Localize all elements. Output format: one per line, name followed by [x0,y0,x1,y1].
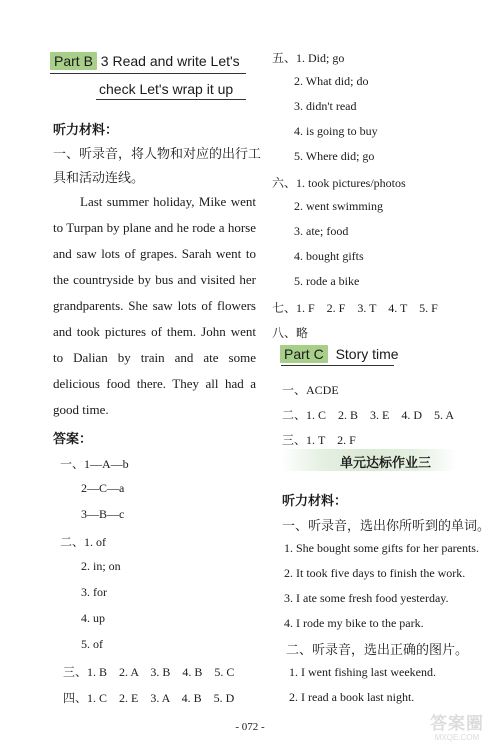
answer-line: 3. didn't read [294,99,357,113]
answer-line: 2. went swimming [294,199,383,213]
q1-instruction-line2: 具和活动连线。 [53,171,145,186]
q2-instruction-right: 二、听录音，选出正确的图片。 [286,643,469,658]
answer-line: 一、1—A—b [60,457,129,471]
passage-line: and took pictures of them. John went [53,324,256,339]
watermark-text: 答案圈 [430,714,484,733]
passage-line: and saw lots of grapes. Sarah went to [53,246,256,261]
passage-line: to Dalian by train and ate some [53,350,256,365]
answer-line: 5. of [81,637,103,651]
sentence-line: 2. It took five days to finish the work. [284,566,466,580]
part-c-title: Story time [335,346,399,362]
passage-line: good time. [53,402,109,417]
answer-line: 八、略 [272,326,309,340]
answer-line: 2. in; on [81,559,121,573]
answer-line: 3. for [81,585,107,599]
answer-line: 3—B—c [81,507,125,521]
answer-line: 5. rode a bike [294,274,360,288]
answer-line: 5. Where did; go [294,149,375,163]
answer-line: 4. up [81,611,105,625]
answer-line: 2—C—a [81,481,125,495]
part-b-header-line2: check Let's wrap it up [99,81,234,97]
sentence-line: 4. I rode my bike to the park. [284,616,424,630]
watermark-url: MXQE.COM [434,733,480,742]
answer-line: 3. ate; food [294,224,349,238]
answer-line: 2. What did; do [294,74,369,88]
answer-line: 二、1. C 2. B 3. E 4. D 5. A [282,408,455,422]
answer-line: 4. is going to buy [294,124,378,138]
answer-line: 三、1. T 2. F [282,433,356,447]
answer-line: 七、1. F 2. F 3. T 4. T 5. F [272,301,438,315]
q1-instruction-line1: 一、听录音，将人物和对应的出行工 [53,147,262,162]
watermark-logo [418,715,496,743]
answer-line: 六、1. took pictures/photos [272,176,406,190]
passage-line: delicious food there. They all had a [53,376,256,391]
page-number: - 072 - [235,721,265,733]
listening-title-left: 听力材料： [53,123,119,138]
passage-line: grandparents. She saw lots of flowers [53,298,256,313]
part-b-badge: Part B [50,52,97,70]
answers-title: 答案： [53,432,93,447]
unit-heading: 单元达标作业三 [340,456,432,471]
header-underline-1 [50,73,246,74]
listening-title-right: 听力材料： [282,494,348,509]
part-b-header-rest: 3 Read and write Let's [100,53,240,69]
part-b-header [50,53,240,69]
answer-line: 二、1. of [60,535,106,549]
sentence-line: 1. She bought some gifts for her parents. [284,541,479,555]
passage-line: Last summer holiday, Mike went [80,194,256,209]
sentence-line: 1. I went fishing last weekend. [289,665,436,679]
sentence-line: 2. I read a book last night. [289,690,415,704]
answer-line: 一、ACDE [282,383,339,397]
q1-instruction-right: 一、听录音，选出你所听到的单词。 [282,519,491,534]
answer-line: 三、1. B 2. A 3. B 4. B 5. C [63,665,235,679]
part-c-badge: Part C [280,345,328,363]
sentence-line: 3. I ate some fresh food yesterday. [284,591,449,605]
answer-line: 五、1. Did; go [272,51,345,65]
passage-line: to Turpan by plane and he rode a horse [53,220,256,235]
part-c-underline [281,365,394,366]
header-underline-2 [96,99,246,100]
passage-line: the countryside by bus and visited her [53,272,256,287]
answer-line: 四、1. C 2. E 3. A 4. B 5. D [63,691,235,705]
answer-line: 4. bought gifts [294,249,364,263]
part-c-header [280,346,399,362]
